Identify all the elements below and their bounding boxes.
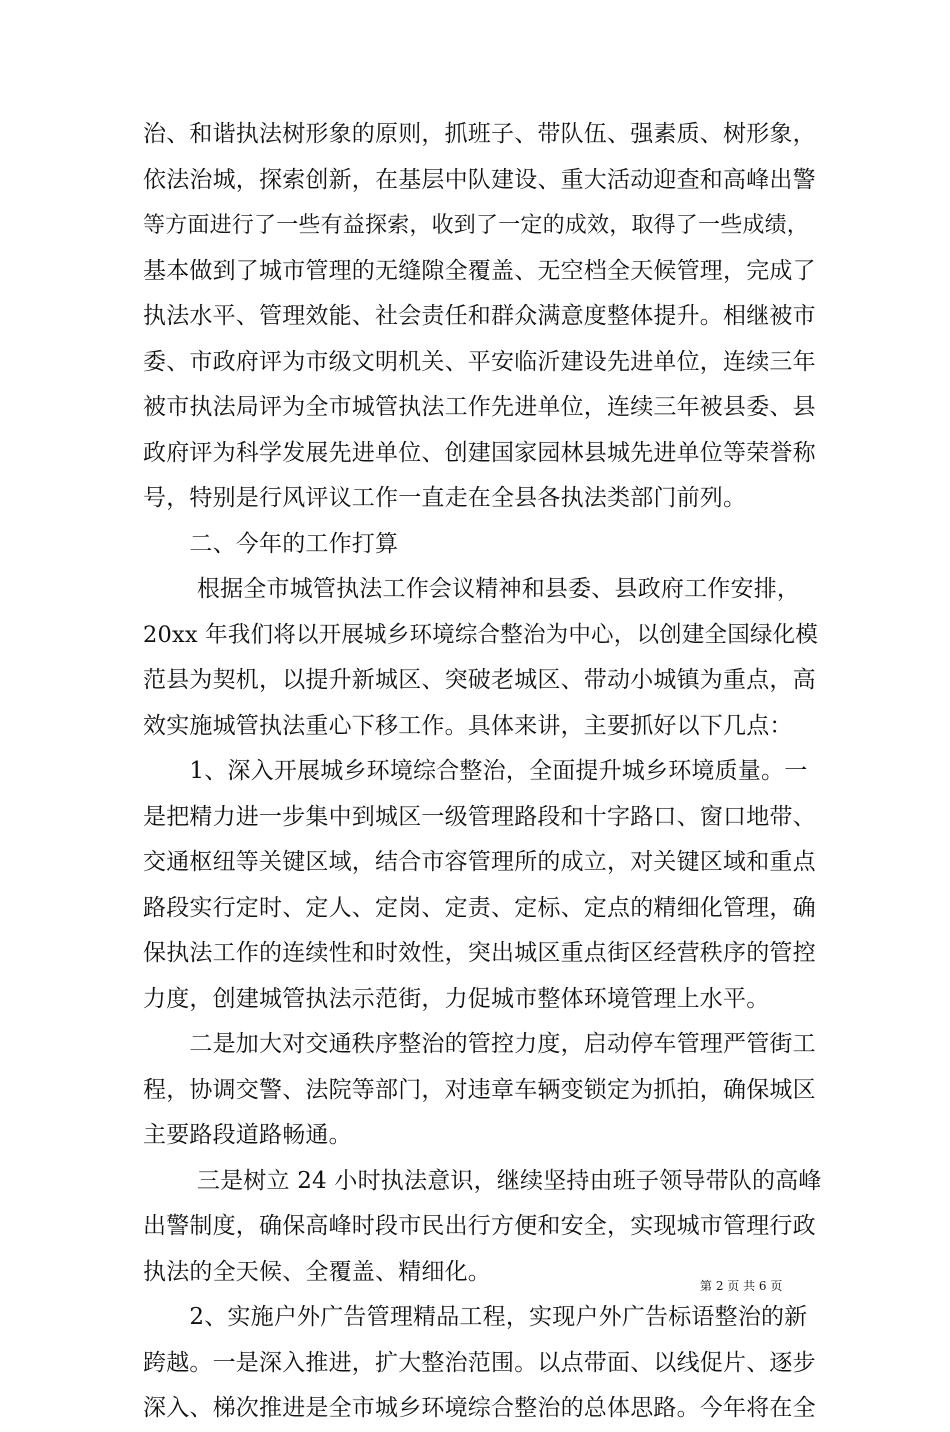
text-line: 二、今年的工作打算 [143, 530, 399, 557]
text-line: 20xx 年我们将以开展城乡环境综合整治为中心，以创建全国绿化模 [143, 621, 819, 648]
text-line: 2、实施户外广告管理精品工程，实现户外广告标语整治的新 [143, 1304, 808, 1330]
text-line: 保执法工作的连续性和时效性，突出城区重点街区经营秩序的管控 [143, 940, 816, 966]
text-line: 深入、梯次推进是全市城乡环境综合整治的总体思路。今年将在全 [143, 1395, 816, 1421]
text-line: 委、市政府评为市级文明机关、平安临沂建设先进单位，连续三年 [143, 348, 816, 375]
text-line: 程，协调交警、法院等部门，对违章车辆变锁定为抓拍，确保城区 [143, 1076, 816, 1103]
text-line: 三是树立 24 小时执法意识，继续坚持由班子领导带队的高峰 [143, 1167, 822, 1194]
text-line: 执法水平、管理效能、社会责任和群众满意度整体提升。相继被市 [143, 303, 816, 329]
page-number: 第 2 页 共 6 页 [700, 1279, 783, 1293]
text-line: 跨越。一是深入推进，扩大整治范围。以点带面、以线促片、逐步 [143, 1349, 816, 1376]
text-line: 是把精力进一步集中到城区一级管理路段和十字路口、窗口地带、 [143, 803, 816, 830]
text-line: 交通枢纽等关键区域，结合市容管理所的成立，对关键区域和重点 [143, 849, 816, 875]
text-line: 效实施城管执法重心下移工作。具体来讲，主要抓好以下几点： [143, 712, 793, 739]
text-line: 基本做到了城市管理的无缝隙全覆盖、无空档全天候管理，完成了 [143, 257, 816, 284]
text-line: 二是加大对交通秩序整治的管控力度，启动停车管理严管街工 [143, 1031, 816, 1057]
text-line: 范县为契机，以提升新城区、突破老城区、带动小城镇为重点，高 [143, 667, 816, 693]
text-line: 号，特别是行风评议工作一直走在全县各执法类部门前列。 [143, 485, 747, 511]
text-line: 治、和谐执法树形象的原则，抓班子、带队伍、强素质、树形象， [143, 121, 816, 147]
text-line: 出警制度，确保高峰时段市民出行方便和安全，实现城市管理行政 [143, 1213, 816, 1239]
text-line: 等方面进行了一些有益探索，收到了一定的成效，取得了一些成绩， [143, 213, 810, 238]
text-line: 力度，创建城管执法示范街，力促城市整体环境管理上水平。 [143, 985, 770, 1012]
text-line: 根据全市城管执法工作会议精神和县委、县政府工作安排， [143, 576, 801, 602]
text-line: 路段实行定时、定人、定岗、定责、定标、定点的精细化管理，确 [143, 894, 816, 921]
text-line: 执法的全天候、全覆盖、精细化。 [143, 1258, 491, 1285]
text-line: 政府评为科学发展先进单位、创建国家园林县城先进单位等荣誉称 [143, 439, 816, 466]
text-line: 依法治城，探索创新，在基层中队建设、重大活动迎查和高峰出警 [143, 166, 816, 193]
text-line: 被市执法局评为全市城管执法工作先进单位，连续三年被县委、县 [143, 394, 816, 420]
text-line: 主要路段道路畅通。 [143, 1122, 352, 1148]
document-body [143, 112, 823, 1432]
text-line: 1、深入开展城乡环境综合整治，全面提升城乡环境质量。一 [143, 758, 808, 784]
